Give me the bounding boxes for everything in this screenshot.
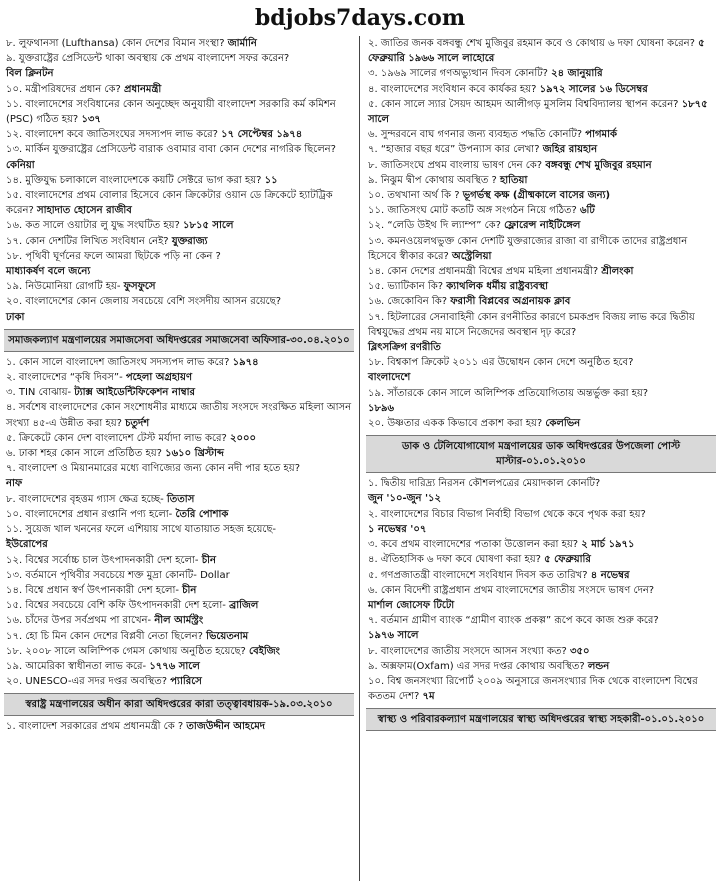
question-text: ১০. বাংলাদেশের প্রধান রপ্তানি পণ্য হলো- [6,508,173,520]
answer-text: শ্রীলংকা [601,266,634,278]
question-item [366,613,716,628]
question-item [4,522,354,537]
answer-text: ঢাকা [6,311,25,323]
question-text: ৮. বাংলাদেশের বৃহত্তম গ্যাস ক্ষেত্র হচ্ছে- [6,493,164,505]
question-text: ১৪. মুক্তিযুদ্ধ চলাকালে বাংলাদেশকে কয়টি সেক্টরে ভাগ করা হয়? [6,174,262,186]
question-text: ১০. তথখানা অর্থ কি ? [368,190,460,202]
question-item [4,279,354,294]
left-section-header-1: সমাজকল্যাণ মন্ত্রণালয়ের সমাজসেবা অধিদপ্তরের সমাজসেবা অফিসার-৩০.০৪.২০১০ [4,329,354,352]
answer-text: তিতাস [166,493,195,505]
question-text: ৩. TIN বোঝায়- [6,387,72,399]
right-section-header-2: স্বাস্থ্য ও পরিবারকল্যাণ মন্ত্রণালয়ের স্বাস্থ্য অধিদপ্তরের স্বাস্থ্য সহকারী-০১.০১.২০১০ [366,708,716,731]
question-item [366,294,716,309]
answer-line [366,522,716,537]
answer-line [4,537,354,552]
question-item [366,173,716,188]
question-text: ৫. গণপ্রজাতন্ত্রী বাংলাদেশে সংবিধান দিবস কত তারিখ? [368,569,588,581]
question-item [366,416,716,431]
left-section-header-2: স্বরাষ্ট্র মন্ত্রণালয়ের অধীন কারা অধিদপ্তরের কারা তত্ত্বাবধায়ক-১৯.০৩.২০১০ [4,693,354,716]
question-item [4,553,354,568]
answer-text: সাহাদাত হোসেন রাজীব [36,205,132,217]
answer-text: ইউরোপের [6,539,48,551]
question-text: ৪. বাংলাদেশের সংবিধান কবে কার্যকর হয়? [368,83,537,95]
question-item [4,613,354,628]
answer-text: কেলভিন [545,418,581,430]
question-text: ৭. বাংলাদেশ ও মিয়ানমারের মধ্যে বাণিজ্যের জন্য কোন নদী পার হতে হয়? [6,463,301,475]
answer-text: যুক্তরাজ্য [171,235,208,247]
answer-text: ব্লিৎসক্রিগ রণরীতি [368,342,441,354]
question-text: ৯. নিঝুম দ্বীপ কোথায় অবস্থিত ? [368,174,497,186]
answer-text: ১৯৭২ সালের ১৬ ডিসেম্বর [539,83,648,95]
question-item [4,36,354,51]
answer-text: ফ্লোরেন্স নাইটিঙ্গেল [504,220,581,232]
answer-text: ৩৫০ [569,645,590,657]
answer-text: ২০০০ [230,432,257,444]
question-item [366,310,716,340]
answer-text: পাগমার্ক [585,129,617,141]
question-text: ১৯. আমেরিকা স্বাধীনতা লাভ করে- [6,660,147,672]
question-item [366,234,716,264]
question-text: ১. দ্বিতীয় দারিদ্র্য নিরসন কৌশলপত্রের মেয়াদকাল কোনটি? [368,478,601,490]
answer-line [4,66,354,81]
question-text: ১২. বিশ্বের সর্বোচ্চ চাল উৎপাদনকারী দেশ হলো- [6,554,199,566]
question-text: ৫. ক্রিকেটে কোন দেশ বাংলাদেশ টেস্ট মর্যাদা লাভ করে? [6,432,227,444]
question-item [366,507,716,522]
answer-text: ১৬১০ খ্রিস্টাব্দ [165,448,224,460]
answer-text: চীন [182,584,197,596]
answer-text: ১৮৯৬ [368,402,394,414]
question-text: ৮. বাংলাদেশের জাতীয় সংসদে আসন সংখ্যা কত? [368,645,567,657]
answer-text: মার্শাল জোসেফ টিটো [368,599,455,611]
question-text: ১৭. কোন দেশটির লিখিত সংবিধান নেই? [6,235,169,247]
question-item [4,234,354,249]
question-text: ২০. বাংলাদেশের কোন জেলায় সবচেয়ে বেশি সংসদীয় আসন রয়েছে? [6,296,282,308]
left-block-1 [4,36,354,325]
question-text: ১৪. বিশ্বে প্রধান স্বর্ণ উৎপানকারী দেশ হলো- [6,584,179,596]
question-text: ৩. ১৯৬৯ সালের গণঅভ্যুত্থান দিবস কোনটি? [368,68,548,80]
question-item [366,218,716,233]
answer-text: ১৮৭৫ সালে [368,98,708,126]
question-text: ২০. উষ্ণতার একক কিভাবে প্রকাশ করা হয়? [368,418,543,430]
answer-text: ফুসফুসে [123,281,156,293]
question-item [4,97,354,127]
answer-text: বঙ্গবন্ধু শেখ মুজিবুর রহমান [545,159,652,171]
question-text: ১৫. ভ্যাটিকান কি? [368,281,444,293]
answer-line [4,310,354,325]
question-item [366,674,716,704]
answer-line [366,598,716,613]
question-text: ১৪. কোন দেশের প্রধানমন্ত্রী বিশ্বের প্রথম মহিলা প্রধানমন্ত্রী? [368,266,599,278]
question-item [366,203,716,218]
answer-text: পহেলা অগ্রহায়ণ [125,372,192,384]
answer-line [366,401,716,416]
answer-text: ভূগর্ভস্থ কক্ষ (গ্রীষ্মকালে বাসের জন্য) [462,190,611,202]
question-item [4,294,354,309]
question-text: ৮. লুফথানসা (Lufthansa) কোন দেশের বিমান সংস্থা? [6,38,225,49]
question-item [4,583,354,598]
question-item [366,142,716,157]
question-text: ১৬. কত সালে ওয়াটার লু যুদ্ধ সংঘটিত হয়? [6,220,180,232]
answer-text: অস্ট্রেলিয়া [452,250,492,262]
question-text: ২০. UNESCO-এর সদর দপ্তর অবস্থিত? [6,676,168,688]
question-text: ১৮. ২০০৮ সালে অলিম্পিক গেমস কোথায় অনুষ্ঠিত হয়েছে? [6,645,246,657]
left-block-3 [4,719,354,734]
question-text: ১২. বাংলাদেশ কবে জাতিসংঘের সদস্যপদ লাভ করে? [6,129,218,141]
question-item [366,583,716,598]
answer-text: বেইজিং [249,645,280,657]
question-text: ১. বাংলাদেশ সরকারের প্রথম প্রধানমন্ত্রী কে ? [6,721,184,733]
question-text: ১০. মন্ত্রীপরিষদের প্রধান কে? [6,83,121,95]
answer-text: নাফ [6,478,23,490]
question-text: ৬. কোন বিদেশী রাষ্ট্রপ্রধান প্রথম বাংলাদেশের জাতীয় সংসদে ভাষণ দেন? [368,584,655,596]
question-item [4,461,354,476]
question-item [4,142,354,172]
answer-text: ১৭ সেপ্টেম্বর ১৯৭৪ [221,129,303,141]
question-text: ১০. বিশ্ব জনসংখ্যা রিপোর্ট ২০০৯ অনুসারে জনসংখ্যার দিক থেকে বাংলাদেশ বিশ্বের কততম দেশ? [368,675,698,703]
question-text: ৩. কবে প্রথম বাংলাদেশের পতাকা উত্তোলন করা হয়? [368,539,579,551]
question-item [366,188,716,203]
right-column [366,36,716,881]
question-item [4,507,354,522]
right-block-2 [366,476,716,704]
answer-text: ৪ নভেম্বর [590,569,630,581]
answer-text: ২৪ জানুয়ারি [551,68,603,80]
question-item [4,385,354,400]
question-item [4,249,354,264]
question-item [366,82,716,97]
answer-text: বিল ক্লিনটন [6,68,54,80]
answer-text: তৈরি পোশাক [175,508,229,520]
question-text: ২. বাংলাদেশের “কৃষি দিবস”- [6,372,123,384]
column-divider [359,36,360,881]
question-item [366,279,716,294]
question-text: ১৫. বিশ্বের সবচেয়ে বেশি কফি উৎপাদনকারী দেশ হলো- [6,600,226,612]
question-item [366,568,716,583]
answer-text: ক্যাথলিক ধর্মীয় রাষ্ট্রব্যবস্থা [446,281,549,293]
question-item [4,659,354,674]
question-text: ১৮. বিশ্বকাপ ক্রিকেট ২০১১ এর উদ্বোধন কোন দেশে অনুষ্ঠিত হবে? [368,357,634,369]
question-item [4,568,354,583]
left-block-2 [4,355,354,689]
question-text: ৭. বর্তমান গ্রামীণ ব্যাংক “গ্রামীণ ব্যাংক প্রকল্প” রূপে কবে কাজ শুরু করে? [368,615,659,627]
question-text: ১১. বাংলাদেশের সংবিধানের কোন অনুচ্ছেদ অনুযায়ী বাংলাদেশ সরকারি কর্ম কমিশন (PSC) গঠিত হয়? [6,98,336,126]
question-item [4,719,354,734]
answer-text: ৭ম [422,691,435,703]
question-text: ১৫. বাংলাদেশের প্রথম বোলার হিসেবে কোন ক্রিকেটার ওয়ান ডে ক্রিকেটে হ্যাটট্রিক করেন? [6,190,333,217]
question-item [4,446,354,461]
answer-line [4,476,354,491]
answer-text: ১৩৭ [81,114,101,126]
answer-text: প্যারিসে [170,676,202,688]
question-text: ১৩. বর্তমানে পৃথিবীর সবচেয়ে শক্ত মুদ্রা কোনটি- [6,569,197,581]
answer-text: কেনিয়া [6,159,35,171]
answer-text: জহির রায়হান [542,144,598,156]
question-text: ৭. “হাজার বছর ধরে” উপন্যাস কার লেখা? [368,144,540,156]
question-item [366,476,716,491]
question-item [366,264,716,279]
question-item [366,644,716,659]
answer-text: ১৭৭৬ সালে [149,660,200,672]
answer-text: ব্রাজিল [229,600,259,612]
question-text: ২. জাতির জনক বঙ্গবন্ধু শেখ মুজিবুর রহমান কবে ও কোথায় ৬ দফা ঘোষনা করেন? [368,38,695,49]
question-item [366,659,716,674]
answer-text: ৫ ফেব্রুয়ারি [544,554,591,566]
question-text: ৪. সর্বশেষ বাংলাদেশের কোন সংশোধনীর মাধ্যমে জাতীয় সংসদে সংরক্ষিত মহিলা আসন সংখ্যা ৪৫-এ উন্নীত করা হয়? [6,402,352,429]
question-item [4,629,354,644]
answer-text: ট্যাক্স আইডেন্টিফিকেশন নাম্বার [74,387,196,399]
answer-line [366,491,716,506]
question-item [366,36,716,66]
question-text: ১৮. পৃথিবী ঘূর্ণনের ফলে আমরা ছিটকে পড়ি না কেন ? [6,250,221,262]
answer-line [366,628,716,643]
question-text: ৪. ঐতিহাসিক ৬ দফা কবে ঘোষণা করা হয়? [368,554,541,566]
answer-text: ১৯৭৪ [232,356,259,368]
question-text: ৬. সুন্দরবনে বাঘ গণনার জন্য ব্যবহৃত পদ্ধতি কোনটি? [368,129,583,141]
question-text: ১১. সুয়েজ খাল খননের ফলে এশিয়ায় সাথে যাতায়াত সহজ হয়েছে- [6,524,277,536]
left-column [4,36,354,881]
question-item [4,400,354,430]
answer-line [366,340,716,355]
answer-text: ৬টি [580,205,595,217]
question-item [366,537,716,552]
question-text: ২. বাংলাদেশের বিচার বিভাগ নির্বাহী বিভাগ থেকে কবে পৃথক করা হয়? [368,508,646,520]
question-item [366,97,716,127]
answer-text: ৫ ফেব্রুয়ারি ১৯৬৬ সালে লাহোরে [368,38,705,65]
answer-text: ১৮১৫ সালে [182,220,234,232]
question-item [366,355,716,370]
answer-text: জুন '১০-জুন '১২ [368,493,442,505]
answer-text: ১১ [264,174,278,186]
answer-text: লন্ডন [587,660,610,672]
question-text: ১৭. হিটলারের সেনাবাহিনী কোন রণনীতির কারণে চমকপ্রদ বিজয় লাভ করে দ্বিতীয় বিশ্বযুদ্ধের প্রথম নয় মাসে নিজেদের অবস্থান দৃঢ় করে? [368,311,695,338]
question-item [4,173,354,188]
question-item [4,355,354,370]
question-text: ১৯. সাঁতারকে কোন সালে অলিম্পিক প্রতিযোগিতায় অন্তর্ভুক্ত করা হয়? [368,387,649,399]
answer-text: নীল আর্মস্ট্রং [154,615,204,627]
question-item [4,370,354,385]
question-item [4,431,354,446]
right-block-1 [366,36,716,431]
answer-text: ১৯৭৬ সালে [368,630,419,642]
answer-text: প্রধানমন্ত্রী [124,83,162,95]
answer-text: হাতিয়া [500,174,528,186]
question-item [4,51,354,66]
answer-text: চীন [201,554,216,566]
question-text: ১৭. হো চি মিন কোন দেশের বিপ্লবী নেতা ছিলেন? [6,630,203,642]
site-title[interactable]: bdjobs7days.com [254,5,466,31]
question-item [4,674,354,689]
question-text: ৬. ঢাকা শহর কোন সালে প্রতিষ্ঠিত হয়? [6,448,162,460]
answer-text: ফরাসী বিপ্লবের অগ্রনায়ক ক্লাব [450,296,571,308]
question-item [366,127,716,142]
question-text: ১৩. মার্কিন যুক্তরাষ্ট্রের প্রেসিডেন্ট বারাক ওবামার বাবা কোন দেশের নাগরিক ছিলেন? [6,144,336,156]
question-text: ৯. যুক্তরাষ্ট্রের প্রেসিডেন্ট থাকা অবস্থায় কে প্রথম বাংলাদেশ সফর করেন? [6,53,290,65]
answer-text: জার্মানি [227,38,257,49]
question-item [366,386,716,401]
answer-line [366,370,716,385]
question-text: ১৩. কমনওয়েলথভুক্ত কোন দেশটি যুক্তরাজ্যের রাজা বা রাণীকে তাদের রাষ্ট্রপ্রধান হিসেবে স্বীকার করে? [368,235,688,262]
question-item [4,644,354,659]
answer-text: ২ মার্চ ১৯৭১ [581,539,635,551]
question-item [4,82,354,97]
question-text: ১৯. নিউমোনিয়া রোগটি হয়- [6,281,121,293]
answer-text: তাজউদ্দীন আহমেদ [186,721,266,733]
question-text: ১২. “লেডি উইথ দি ল্যাম্প” কে? [368,220,501,232]
question-item [366,66,716,81]
answer-line [4,264,354,279]
answer-text: ১ নভেম্বর '০৭ [368,523,427,535]
question-text: ১. কোন সালে বাংলাদেশ জাতিসংঘ সদস্যপদ লাভ করে? [6,356,230,368]
answer-text: Dollar [200,569,230,581]
right-section-header-1: ডাক ও টেলিযোগাযোগ মন্ত্রণালয়ের ডাক অধিদপ্তরের উপজেলা পোস্ট মাস্টার-০১.০১.২০১০ [366,435,716,473]
question-text: ৮. জাতিসংঘে প্রথম বাংলায় ভাষণ দেন কে? [368,159,543,171]
answer-text: ভিয়েতনাম [206,630,249,642]
answer-text: বাংলাদেশে [368,372,411,384]
question-text: ৯. অক্সফাম(Oxfam) এর সদর দপ্তর কোথায় অবস্থিত? [368,660,585,672]
question-item [4,492,354,507]
question-item [4,188,354,218]
question-item [4,218,354,233]
answer-text: চতুর্দশ [125,417,150,429]
question-item [366,158,716,173]
question-item [4,127,354,142]
answer-text: মাধ্যাকর্ষণ বলে জন্যে [6,266,91,278]
question-text: ১৬. চাঁদের উপর সর্বপ্রথম পা রাখেন- [6,615,152,627]
question-item [4,598,354,613]
question-text: ১৬. জেকোবিন কি? [368,296,448,308]
question-text: ১১. জাতিসংঘ মোট কতটি অঙ্গ সংগঠন নিয়ে গঠিত? [368,205,577,217]
question-item [366,552,716,567]
question-text: ৫. কোন সালে স্যার সৈয়দ আহমদ আলীগড় মুসলিম বিশ্ববিদ্যালয় স্থাপন করেন? [368,98,679,110]
